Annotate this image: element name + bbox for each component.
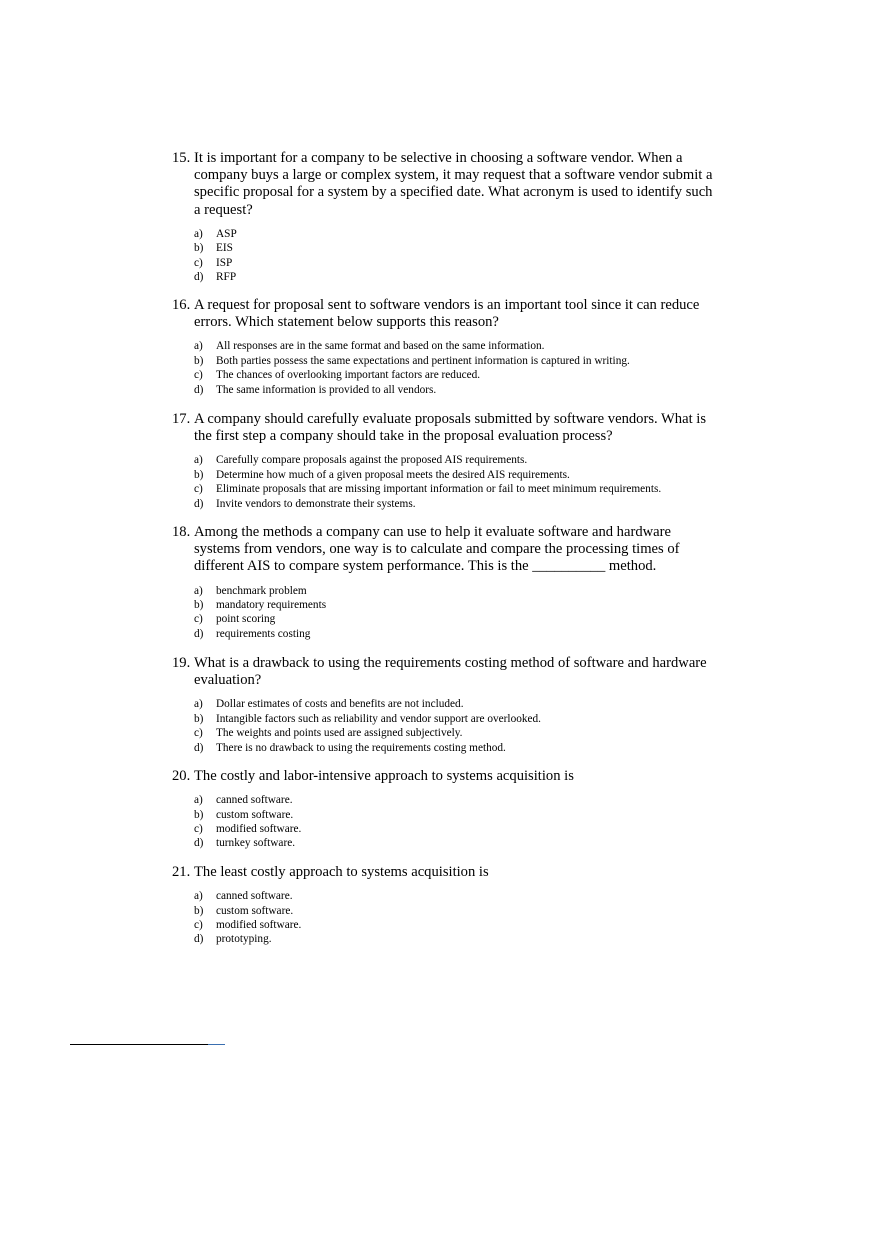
option-a <box>194 339 717 353</box>
option-text: ASP <box>216 227 237 240</box>
question-text: The costly and labor-intensive approach to systems acquisition is <box>194 768 574 784</box>
option-letter: b) <box>194 712 204 725</box>
option-d <box>194 270 717 284</box>
option-letter: c) <box>194 613 203 626</box>
option-list <box>194 339 717 397</box>
question-stem <box>172 297 717 331</box>
option-d <box>194 383 717 397</box>
option-text: canned software. <box>216 794 293 807</box>
question-16 <box>172 297 717 397</box>
option-list <box>194 227 717 285</box>
option-letter: d) <box>194 383 204 396</box>
option-letter: a) <box>194 340 203 353</box>
question-stem <box>172 150 717 219</box>
option-letter: d) <box>194 741 204 754</box>
option-b <box>194 808 717 822</box>
question-15 <box>172 150 717 284</box>
option-b <box>194 354 717 368</box>
option-letter: b) <box>194 242 204 255</box>
option-a <box>194 584 717 598</box>
option-text: prototyping. <box>216 933 272 946</box>
option-text: RFP <box>216 271 237 284</box>
option-text: The same information is provided to all vendors. <box>216 383 437 396</box>
option-letter: a) <box>194 890 203 903</box>
option-text: Eliminate proposals that are missing important information or fail to meet minimum requirements. <box>216 483 662 496</box>
option-letter: a) <box>194 794 203 807</box>
option-text: benchmark problem <box>216 584 307 597</box>
question-20 <box>172 768 717 851</box>
question-text: It is important for a company to be selective in choosing a software vendor. When a company buys a large or complex system, it may request that a software vendor submit a specific proposal for a system by a specified date. What acronym is used to identify such a request? <box>194 150 713 218</box>
option-text: modified software. <box>216 919 302 932</box>
option-text: Invite vendors to demonstrate their systems. <box>216 497 416 510</box>
option-c <box>194 482 717 496</box>
option-letter: d) <box>194 497 204 510</box>
option-letter: b) <box>194 599 204 612</box>
option-a <box>194 697 717 711</box>
option-a <box>194 889 717 903</box>
question-number: 21. <box>172 864 191 880</box>
option-letter: c) <box>194 823 203 836</box>
option-letter: c) <box>194 369 203 382</box>
question-21 <box>172 864 717 947</box>
option-a <box>194 453 717 467</box>
option-letter: a) <box>194 227 203 240</box>
option-letter: b) <box>194 808 204 821</box>
question-stem <box>172 655 717 689</box>
option-b <box>194 904 717 918</box>
option-text: EIS <box>216 242 233 255</box>
option-text: The chances of overlooking important factors are reduced. <box>216 369 481 382</box>
option-letter: c) <box>194 727 203 740</box>
option-letter: d) <box>194 837 204 850</box>
question-19 <box>172 655 717 755</box>
option-letter: c) <box>194 483 203 496</box>
option-c <box>194 822 717 836</box>
option-c <box>194 918 717 932</box>
question-text: Among the methods a company can use to help it evaluate software and hardware systems from vendors, one way is to calculate and compare the processing times of different AIS to compare system performance. This is the __________ method. <box>194 524 680 575</box>
option-list <box>194 793 717 851</box>
option-text: Intangible factors such as reliability and vendor support are overlooked. <box>216 712 541 725</box>
option-b <box>194 712 717 726</box>
option-c <box>194 612 717 626</box>
option-letter: d) <box>194 271 204 284</box>
option-text: point scoring <box>216 613 276 626</box>
question-number: 20. <box>172 768 191 784</box>
option-text: The weights and points used are assigned subjectively. <box>216 727 463 740</box>
option-letter: c) <box>194 256 203 269</box>
option-letter: a) <box>194 698 203 711</box>
question-text: A company should carefully evaluate proposals submitted by software vendors. What is the first step a company should take in the proposal evaluation process? <box>194 411 707 445</box>
option-list <box>194 889 717 947</box>
option-letter: a) <box>194 454 203 467</box>
question-stem <box>172 524 717 576</box>
option-d <box>194 836 717 850</box>
question-stem <box>172 864 717 881</box>
option-letter: c) <box>194 919 203 932</box>
question-18 <box>172 524 717 641</box>
option-c <box>194 726 717 740</box>
option-text: turnkey software. <box>216 837 296 850</box>
question-number: 17. <box>172 411 191 427</box>
option-text: modified software. <box>216 823 302 836</box>
option-letter: b) <box>194 354 204 367</box>
option-text: custom software. <box>216 904 294 917</box>
option-a <box>194 793 717 807</box>
option-b <box>194 241 717 255</box>
option-list <box>194 584 717 642</box>
option-text: Both parties possess the same expectations and pertinent information is captured in writing. <box>216 354 630 367</box>
option-letter: b) <box>194 904 204 917</box>
option-b <box>194 468 717 482</box>
option-text: mandatory requirements <box>216 599 327 612</box>
question-number: 18. <box>172 524 191 540</box>
option-d <box>194 497 717 511</box>
question-number: 15. <box>172 150 191 166</box>
option-c <box>194 368 717 382</box>
question-number: 19. <box>172 655 191 671</box>
option-letter: b) <box>194 468 204 481</box>
option-letter: d) <box>194 933 204 946</box>
question-text: What is a drawback to using the requirements costing method of software and hardware evaluation? <box>194 655 707 689</box>
question-text: A request for proposal sent to software vendors is an important tool since it can reduce errors. Which statement below supports this reason? <box>194 297 700 331</box>
option-letter: a) <box>194 584 203 597</box>
footnote-separator-tail <box>208 1044 225 1045</box>
option-list <box>194 697 717 755</box>
option-text: custom software. <box>216 808 294 821</box>
option-text: Determine how much of a given proposal meets the desired AIS requirements. <box>216 468 570 481</box>
option-text: There is no drawback to using the requirements costing method. <box>216 741 506 754</box>
option-text: Dollar estimates of costs and benefits are not included. <box>216 698 464 711</box>
option-c <box>194 256 717 270</box>
question-number: 16. <box>172 297 191 313</box>
footnote-separator <box>70 1044 208 1045</box>
question-text: The least costly approach to systems acquisition is <box>194 864 489 880</box>
option-text: requirements costing <box>216 627 311 640</box>
option-text: canned software. <box>216 890 293 903</box>
question-17 <box>172 411 717 511</box>
option-text: All responses are in the same format and based on the same information. <box>216 340 545 353</box>
option-b <box>194 598 717 612</box>
option-letter: d) <box>194 627 204 640</box>
option-text: Carefully compare proposals against the proposed AIS requirements. <box>216 454 528 467</box>
option-d <box>194 932 717 946</box>
question-stem <box>172 411 717 445</box>
option-list <box>194 453 717 511</box>
question-stem <box>172 768 717 785</box>
option-text: ISP <box>216 256 233 269</box>
option-a <box>194 227 717 241</box>
option-d <box>194 627 717 641</box>
option-d <box>194 741 717 755</box>
